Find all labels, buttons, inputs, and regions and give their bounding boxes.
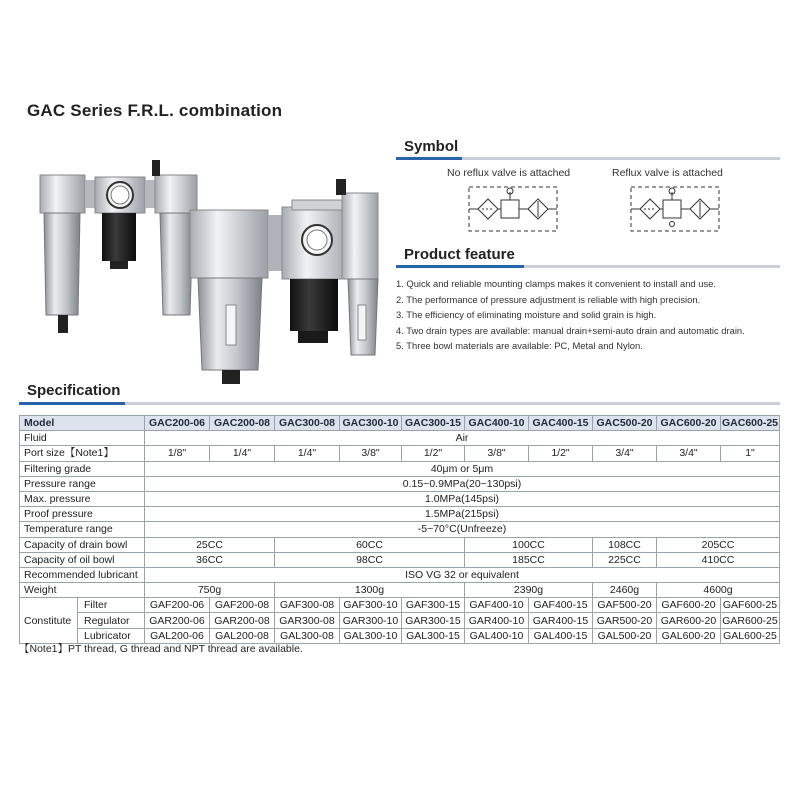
table-cell: GAL300-15	[402, 628, 465, 643]
table-cell: ISO VG 32 or equivalent	[145, 567, 780, 582]
table-cell: GAF200-08	[210, 598, 275, 613]
feature-item: 1. Quick and reliable mounting clamps makes it convenient to install and use.	[396, 278, 716, 289]
table-cell: GAF400-15	[529, 598, 593, 613]
table-cell: GAF600-25	[721, 598, 780, 613]
table-row	[20, 431, 780, 446]
row-label: Capacity of oil bowl	[20, 552, 145, 567]
symbol-rule-grey	[462, 157, 780, 160]
table-cell: 60CC	[275, 537, 465, 552]
table-row	[20, 522, 780, 537]
row-label: Temperature range	[20, 522, 145, 537]
table-row	[20, 613, 780, 628]
table-cell: 36CC	[145, 552, 275, 567]
table-cell: GAR200-06	[145, 613, 210, 628]
model-cell: GAC200-06	[145, 416, 210, 431]
model-cell: GAC600-25	[721, 417, 779, 430]
feature-list	[396, 276, 796, 354]
table-cell: 3/8"	[465, 446, 529, 461]
table-row	[20, 461, 780, 476]
row-label: Regulator	[78, 613, 145, 628]
table-cell: GAF600-20	[657, 598, 721, 613]
table-cell: Air	[145, 431, 780, 446]
row-label: Weight	[20, 583, 145, 598]
feature-item: 5. Three bowl materials are available: PC, Metal and Nylon.	[396, 340, 643, 351]
row-label: Max. pressure	[20, 491, 145, 506]
table-cell: GAL400-10	[465, 628, 529, 643]
feature-rule-blue	[396, 265, 524, 268]
frl-symbol-reflux	[630, 186, 720, 232]
row-label: Proof pressure	[20, 507, 145, 522]
table-row	[20, 476, 780, 491]
feature-item: 3. The efficiency of eliminating moisture and solid grain is high.	[396, 309, 657, 320]
table-cell: 3/4"	[657, 446, 721, 461]
table-cell: 185CC	[465, 552, 593, 567]
table-cell: 3/8"	[340, 446, 402, 461]
constitute-label: Constitute	[20, 598, 78, 644]
table-cell: 4600g	[657, 583, 780, 598]
table-cell: GAL200-06	[145, 628, 210, 643]
page-title: GAC Series F.R.L. combination	[27, 101, 283, 120]
table-cell: 1300g	[275, 583, 465, 598]
feature-item: 2. The performance of pressure adjustment is reliable with high precision.	[396, 293, 701, 305]
model-cell: GAC400-10	[465, 416, 529, 431]
table-cell: 1/2"	[529, 446, 593, 461]
model-cell: GAC300-10	[340, 416, 402, 431]
table-cell: GAL600-20	[657, 628, 721, 643]
table-cell: 1/4"	[275, 446, 340, 461]
table-row	[20, 446, 780, 461]
table-cell: 1.5MPa(215psi)	[145, 507, 780, 522]
model-cell: GAC200-08	[210, 416, 275, 431]
symbol-caption-no-reflux: No reflux valve is attached	[447, 167, 571, 179]
product-image	[30, 155, 380, 390]
table-cell: 1/2"	[402, 446, 465, 461]
table-row	[20, 583, 780, 598]
row-label: Capacity of drain bowl	[20, 537, 145, 552]
table-cell: GAL600-25	[721, 628, 780, 643]
table-cell: 2390g	[465, 583, 593, 598]
model-header: Model	[20, 416, 145, 431]
table-cell: GAR600-20	[657, 613, 721, 628]
table-cell: 100CC	[465, 537, 593, 552]
table-cell: GAR200-08	[210, 613, 275, 628]
table-cell: 98CC	[275, 552, 465, 567]
table-cell: GAF500-20	[593, 598, 657, 613]
footnote: 【Note1】PT thread, G thread and NPT thread are available.	[19, 643, 303, 655]
table-cell: GAL400-15	[529, 628, 593, 643]
table-row	[20, 537, 780, 552]
model-cell: GAC400-15	[529, 416, 593, 431]
table-cell: GAR300-08	[275, 613, 340, 628]
table-cell: 2460g	[593, 583, 657, 598]
table-cell: 410CC	[657, 552, 780, 567]
table-row	[20, 552, 780, 567]
feature-item: 4. Two drain types are available: manual drain+semi-auto drain and automatic drain.	[396, 324, 745, 336]
table-cell: GAF300-10	[340, 598, 402, 613]
table-cell: 1/8"	[145, 446, 210, 461]
spec-rule-grey	[125, 402, 780, 405]
table-cell: 40μm or 5μm	[145, 461, 780, 476]
symbol-heading: Symbol	[404, 138, 459, 155]
table-cell: GAR400-15	[529, 613, 593, 628]
table-cell: GAF300-15	[402, 598, 465, 613]
row-label: Lubricator	[78, 628, 145, 643]
table-row	[20, 416, 780, 431]
table-cell: -5~70°C(Unfreeze)	[145, 522, 780, 537]
model-cell: GAC300-15	[402, 416, 465, 431]
table-cell: GAF300-08	[275, 598, 340, 613]
table-cell: GAR400-10	[465, 613, 529, 628]
table-cell: 205CC	[657, 537, 780, 552]
table-cell: GAL200-08	[210, 628, 275, 643]
table-cell: 1"	[721, 446, 780, 461]
table-cell: 108CC	[593, 537, 657, 552]
symbol-caption-reflux: Reflux valve is attached	[612, 167, 723, 179]
feature-heading: Product feature	[404, 246, 515, 263]
table-cell: GAL300-08	[275, 628, 340, 643]
table-cell: 25CC	[145, 537, 275, 552]
table-cell: GAR300-15	[402, 613, 465, 628]
row-label: Filter	[78, 598, 145, 613]
row-label: Filtering grade	[20, 461, 145, 476]
row-label: Port size【Note1】	[20, 446, 145, 461]
table-cell: 750g	[145, 583, 275, 598]
table-cell: GAR500-20	[593, 613, 657, 628]
feature-rule-grey	[524, 265, 780, 268]
model-cell: GAC500-20	[593, 416, 657, 431]
table-row	[20, 507, 780, 522]
model-cell: GAC600-20	[657, 416, 721, 431]
table-cell: 225CC	[593, 552, 657, 567]
table-cell: GAF400-10	[465, 598, 529, 613]
table-cell: GAL300-10	[340, 628, 402, 643]
table-cell: GAF200-06	[145, 598, 210, 613]
table-cell: 3/4"	[593, 446, 657, 461]
row-label: Pressure range	[20, 476, 145, 491]
table-cell: GAL500-20	[593, 628, 657, 643]
table-cell: 1/4"	[210, 446, 275, 461]
table-row	[20, 598, 780, 613]
frl-symbol-no-reflux	[468, 186, 558, 232]
row-label: Recommended lubricant	[20, 567, 145, 582]
table-cell: 0.15~0.9MPa(20~130psi)	[145, 476, 780, 491]
spec-heading: Specification	[27, 382, 121, 399]
table-row	[20, 491, 780, 506]
row-label: Fluid	[20, 431, 145, 446]
table-row	[20, 567, 780, 582]
table-cell: 1.0MPa(145psi)	[145, 491, 780, 506]
symbol-rule-blue	[396, 157, 462, 160]
table-cell: GAR300-10	[340, 613, 402, 628]
table-cell: GAR600-25	[722, 614, 778, 627]
model-cell: GAC300-08	[275, 416, 340, 431]
spec-rule-blue	[19, 402, 125, 405]
spec-table	[19, 415, 780, 644]
